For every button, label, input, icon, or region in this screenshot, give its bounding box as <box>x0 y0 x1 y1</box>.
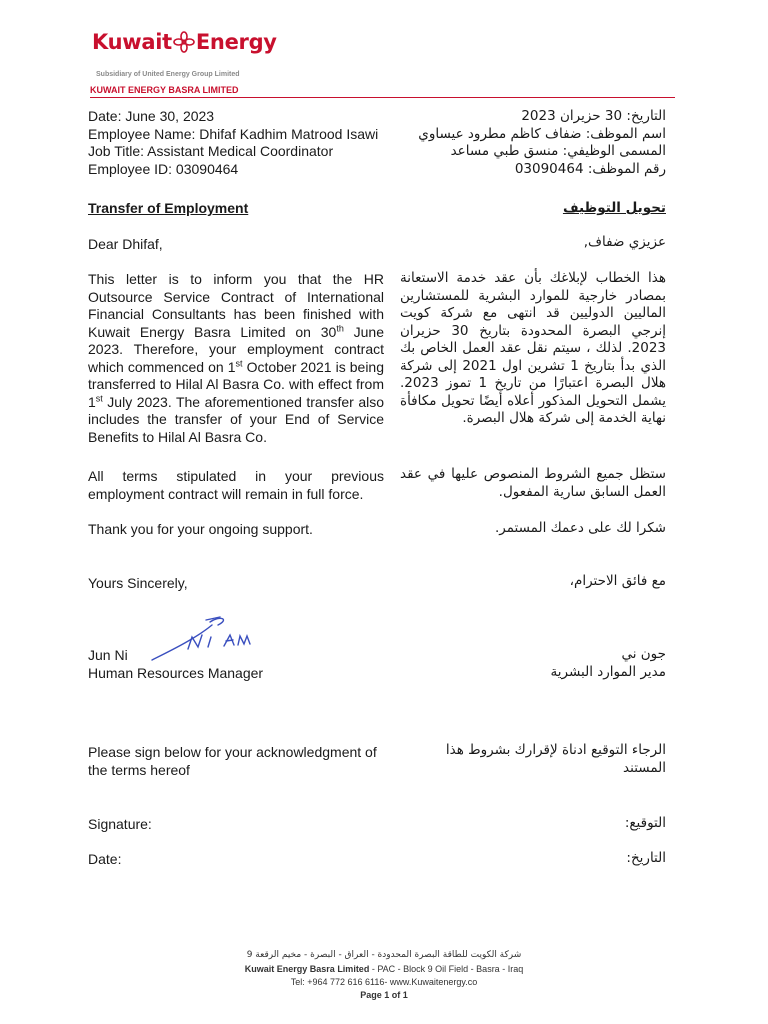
info-name-en: Employee Name: Dhifaf Kadhim Matrood Isawi <box>88 125 379 142</box>
closing-ar: مع فائق الاحترام، <box>569 573 666 589</box>
logo-word-right: Energy <box>195 30 277 54</box>
thanks-en: Thank you for your ongoing support. <box>88 521 313 537</box>
footer-arabic: شركة الكويت للطاقة البصرة المحدودة - العراق - البصرة - مخيم الرقعة 9 <box>246 950 522 960</box>
employee-info-ar <box>400 108 666 178</box>
date-label-en: Date: <box>88 851 122 867</box>
page-number: Page 1 of 1 <box>360 990 408 1000</box>
info-date-en: Date: June 30, 2023 <box>88 108 215 124</box>
para1-sup3: st <box>95 392 103 403</box>
info-title-en: Job Title: Assistant Medical Coordinator <box>88 143 334 159</box>
info-date-ar: التاريخ: 30 حزيران 2023 <box>521 108 666 124</box>
subject-ar: تحويل التوظيف <box>562 200 666 216</box>
greeting-en: Dear Dhifaf, <box>88 236 163 252</box>
info-title-ar: المسمى الوظيفي: منسق طبي مساعد <box>450 143 666 159</box>
signer-block-ar <box>420 646 666 681</box>
info-id-ar: رقم الموظف: 03090464 <box>514 160 666 177</box>
signature-label-en: Signature: <box>88 816 152 832</box>
header-divider <box>90 97 675 98</box>
body-paragraph-en <box>88 271 384 446</box>
company-logo <box>92 30 292 58</box>
signer-name-ar: جون ني <box>621 646 666 662</box>
signer-title-ar: مدير الموارد البشرية <box>550 663 666 680</box>
para1-sup1: th <box>336 322 344 333</box>
acknowledgment-ar: الرجاء التوقيع ادناة لإقرارك بشروط هذا المستند <box>445 742 666 776</box>
para1-sup2: st <box>235 357 243 368</box>
signer-block-en <box>88 647 263 682</box>
logo-word-left: Kuwait <box>92 30 172 54</box>
footer-address <box>0 964 768 974</box>
greeting-ar: عزيزي ضفاف, <box>583 234 666 250</box>
body-paragraph-ar: هذا الخطاب لإبلاغك بأن عقد خدمة الاستعانة بمصادر خارجية للموارد البشرية للمستشارين الماليين الدوليين قد انتهى مع شركة كويت إنرجي البصرة المحدودة بتاريخ 30 حزيران 2023. لذلك ، سيتم نقل عقد العمل الخاص بك الذي بدأ بتاريخ 1 تشرين اول 2021 إلى شركة هلال البصرة اعتبارًا من تاريخ 1 تموز 2023. يشمل التحويل المذكور أعلاه أيضًا تحويل مكافأة نهاية الخدمة إلى شركة هلال البصرة. <box>400 270 667 426</box>
signature-label-ar: التوقيع: <box>624 815 666 831</box>
signer-name-en: Jun Ni <box>88 647 128 663</box>
info-id-en: Employee ID: 03090464 <box>88 160 239 177</box>
para1-part2: June 2023. Therefore, your employment contract which commenced on 1 <box>88 323 385 375</box>
footer-address-text: - PAC - Block 9 Oil Field - Basra - Iraq <box>369 964 524 974</box>
date-label-ar: التاريخ: <box>626 850 666 866</box>
subsidiary-text: Subsidiary of United Energy Group Limited <box>96 71 240 78</box>
terms-paragraph-ar: ستظل جميع الشروط المنصوص عليها في عقد العمل السابق سارية المفعول. <box>400 466 666 500</box>
para1-part4: July 2023. The aforementioned transfer also includes the transfer of your End of Service Benefits to Hilal Al Basra Co. <box>88 393 384 445</box>
employee-info-en <box>88 108 388 178</box>
para1-part3: October 2021 is being transferred to Hilal Al Basra Co. with effect from 1 <box>88 358 385 410</box>
thanks-ar: شكرا لك على دعمك المستمر. <box>495 520 666 536</box>
info-name-ar: اسم الموظف: ضفاف كاظم مطرود عيساوي <box>418 125 666 142</box>
footer-contact: Tel: +964 772 616 6116- www.Kuwaitenergy.co <box>290 977 478 987</box>
company-name: KUWAIT ENERGY BASRA LIMITED <box>90 85 239 95</box>
closing-en: Yours Sincerely, <box>88 575 188 591</box>
subject-en: Transfer of Employment <box>88 200 249 216</box>
para1-part1: This letter is to inform you that the HR Outsource Service Contract of International Financial Consultants has been finished with Kuwait Energy Basra Limited on 30 <box>88 271 384 340</box>
flower-logo-icon <box>173 31 195 58</box>
signer-title-en: Human Resources Manager <box>88 664 264 681</box>
terms-paragraph-en: All terms stipulated in your previous employment contract will remain in full force. <box>88 468 384 502</box>
acknowledgment-en: Please sign below for your acknowledgment of the terms hereof <box>88 744 377 778</box>
footer-company: Kuwait Energy Basra Limited <box>244 964 370 974</box>
